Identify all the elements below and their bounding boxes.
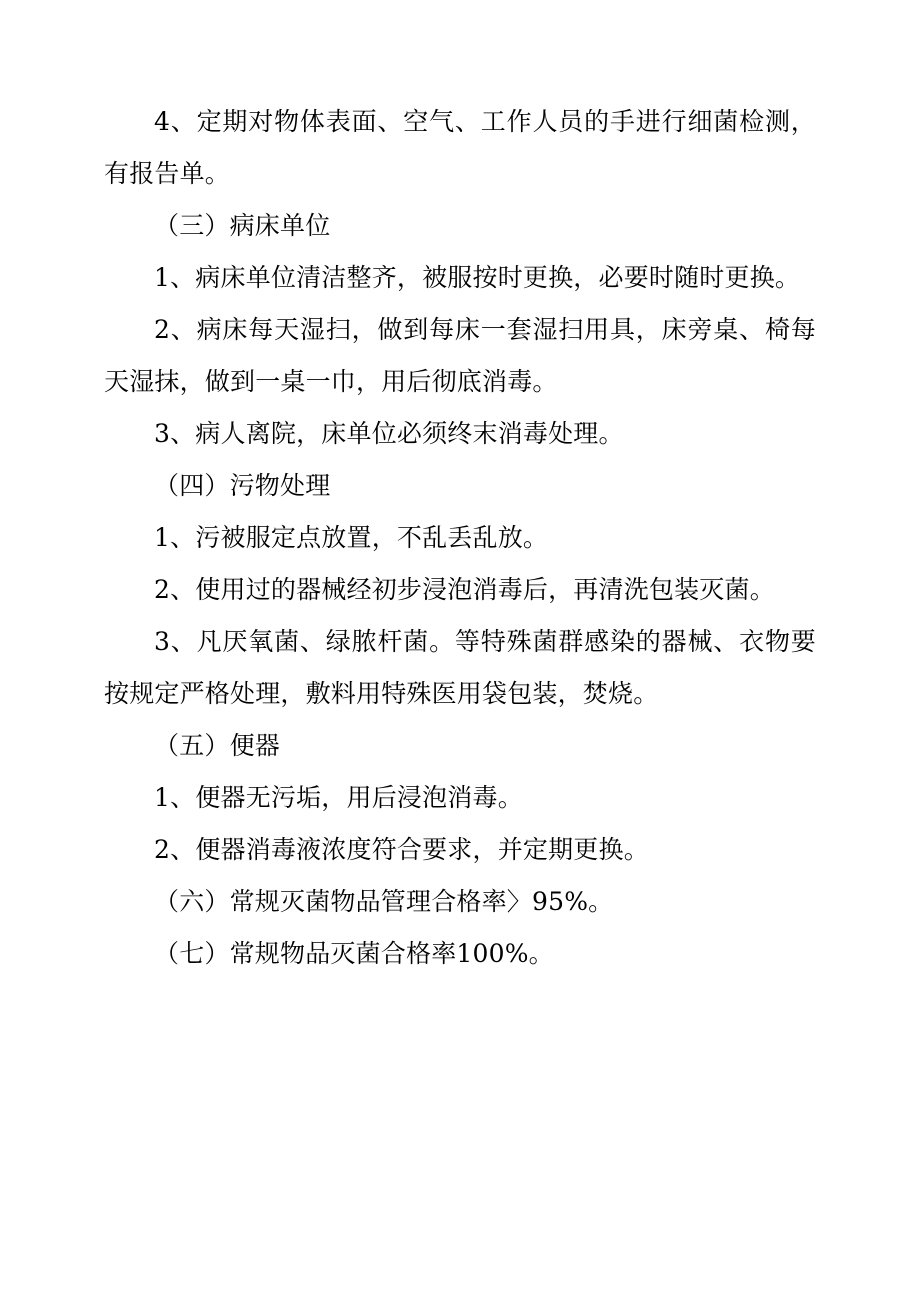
paragraph: 4、定期对物体表面、空气、工作人员的手进行细菌检测，有报告单。 bbox=[104, 107, 816, 188]
paragraph: 2、病床每天湿扫，做到每床一套湿扫用具，床旁桌、椅每天湿抹，做到一桌一巾，用后彻底消毒。 bbox=[104, 315, 816, 396]
paragraph: （三）病床单位 bbox=[154, 211, 331, 240]
paragraph: 1、便器无污垢，用后浸泡消毒。 bbox=[154, 783, 523, 812]
paragraph: （七）常规物品灭菌合格率100%。 bbox=[154, 939, 554, 968]
paragraph: （六）常规灭菌物品管理合格率〉95%。 bbox=[154, 887, 614, 916]
paragraph: 3、凡厌氧菌、绿脓杆菌。等特殊菌群感染的器械、衣物要按规定严格处理，敷料用特殊医用袋包装，焚烧。 bbox=[104, 627, 816, 708]
paragraph: （五）便器 bbox=[154, 731, 281, 760]
document-body bbox=[104, 96, 816, 980]
paragraph: 2、使用过的器械经初步浸泡消毒后，再清洗包装灭菌。 bbox=[154, 575, 775, 604]
paragraph: 1、病床单位清洁整齐，被服按时更换，必要时随时更换。 bbox=[154, 263, 801, 292]
paragraph: 1、污被服定点放置，不乱丢乱放。 bbox=[154, 523, 549, 552]
paragraph: （四）污物处理 bbox=[154, 471, 331, 500]
paragraph: 2、便器消毒液浓度符合要求，并定期更换。 bbox=[154, 835, 649, 864]
paragraph: 3、病人离院，床单位必须终末消毒处理。 bbox=[154, 419, 624, 448]
